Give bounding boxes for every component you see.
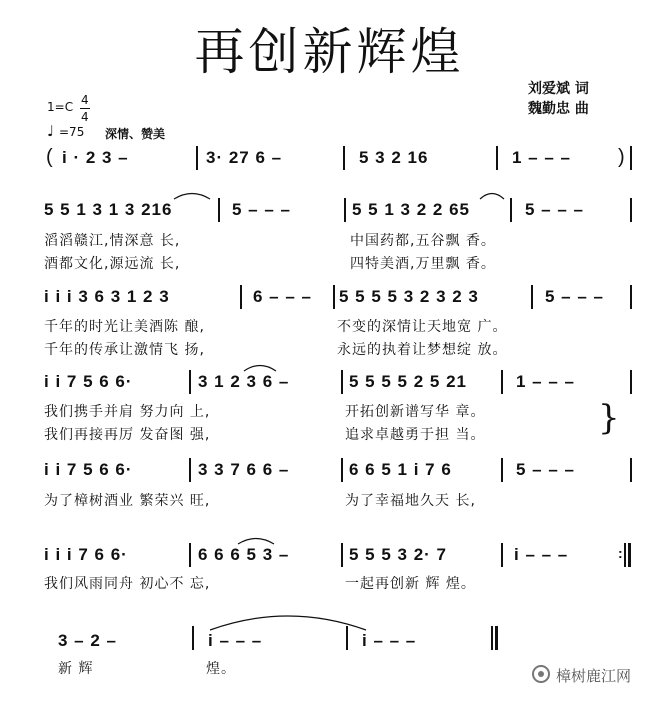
sys3-measure-1: i i 7 5 6 6·	[44, 372, 133, 391]
sys5-measure-2: 6 6 6 5 3 –	[198, 545, 290, 564]
barline	[189, 458, 191, 482]
barline	[501, 543, 503, 567]
composer-credit: 魏勤忠 曲	[528, 101, 589, 117]
song-title: 再创新辉煌	[194, 23, 465, 81]
slur	[242, 362, 278, 372]
barline	[624, 543, 626, 567]
time-signature-divider	[80, 108, 90, 109]
barline	[218, 198, 220, 222]
sys1-lyric-1b: 中国药都,五谷飘 香。	[350, 233, 496, 249]
sys6-measure-2: i – – –	[208, 631, 263, 650]
barline	[344, 198, 346, 222]
barline	[343, 146, 345, 170]
sys6-measure-3: i – – –	[362, 631, 417, 650]
sys2-measure-4: 5 – – –	[545, 287, 604, 306]
barline	[341, 370, 343, 394]
repeat-sign: :	[618, 545, 624, 561]
sys4-measure-2: 3 3 7 6 6 –	[198, 460, 290, 479]
sys6-lyric-1b: 煌。	[206, 661, 236, 677]
time-signature-top: 4	[81, 93, 89, 107]
barline	[341, 543, 343, 567]
sys6-lyric-1a: 新 辉	[58, 661, 94, 677]
barline	[628, 543, 631, 567]
sys1-lyric-1a: 滔滔赣江,情深意 长,	[44, 233, 181, 249]
sys1-measure-1: 5 5 1 3 1 3 216	[44, 200, 173, 219]
barline	[630, 198, 632, 222]
sys5-lyric-1b: 一起再创新 辉 煌。	[345, 576, 476, 592]
sys2-lyric-2a: 千年的传承让激情飞 扬,	[44, 342, 205, 358]
tie	[208, 610, 368, 632]
barline	[333, 285, 335, 309]
barline	[630, 146, 632, 170]
barline	[630, 370, 632, 394]
barline	[501, 370, 503, 394]
intro-open-paren: (	[46, 146, 54, 168]
barline	[510, 198, 512, 222]
intro-measure-3: 5 3 2 16	[359, 148, 429, 167]
sys4-measure-4: 5 – – –	[516, 460, 575, 479]
sys6-measure-1: 3 – 2 –	[58, 631, 117, 650]
barline	[630, 285, 632, 309]
sys1-measure-2: 5 – – –	[232, 200, 291, 219]
sys3-lyric-1b: 开拓创新谱写华 章。	[345, 404, 486, 420]
sys1-measure-3: 5 5 1 3 2 2 65	[352, 200, 470, 219]
slur	[478, 190, 506, 200]
barline	[196, 146, 198, 170]
sys5-measure-3: 5 5 5 3 2· 7	[349, 545, 448, 564]
sys3-lyric-1a: 我们携手并肩 努力向 上,	[44, 404, 211, 420]
sys3-measure-2: 3 1 2 3 6 –	[198, 372, 290, 391]
sys3-lyric-2b: 追求卓越勇于担 当。	[345, 427, 486, 443]
barline	[189, 543, 191, 567]
barline	[495, 626, 498, 650]
sys4-lyric-1a: 为了樟树酒业 繁荣兴 旺,	[44, 493, 211, 509]
sys4-lyric-1b: 为了幸福地久天 长,	[345, 493, 476, 509]
slur	[236, 535, 276, 545]
barline	[630, 458, 632, 482]
sys2-lyric-1b: 不变的深情让天地宽 广。	[337, 319, 508, 335]
sys1-measure-4: 5 – – –	[525, 200, 584, 219]
barline	[531, 285, 533, 309]
tempo-marking: =75	[59, 125, 85, 139]
barline	[491, 626, 493, 650]
sys4-measure-1: i i 7 5 6 6·	[44, 460, 133, 479]
sys1-lyric-2b: 四特美酒,万里飘 香。	[350, 256, 496, 272]
sys2-lyric-2b: 永远的执着让梦想绽 放。	[337, 342, 508, 358]
intro-close-paren: )	[618, 146, 626, 168]
barline	[192, 626, 194, 650]
expression-marking: 深情、赞美	[105, 127, 166, 141]
quarter-note-icon: ♩	[47, 122, 55, 140]
sys2-measure-3: 5 5 5 5 3 2 3 2 3	[339, 287, 479, 306]
lyricist-credit: 刘爱斌 词	[528, 81, 589, 97]
key-signature: 1=C	[47, 100, 74, 114]
sys2-measure-1: i i i 3 6 3 1 2 3	[44, 287, 170, 306]
barline	[496, 146, 498, 170]
barline	[189, 370, 191, 394]
sys1-lyric-2a: 酒都文化,源远流 长,	[44, 256, 181, 272]
barline	[501, 458, 503, 482]
sys2-measure-2: 6 – – –	[253, 287, 312, 306]
barline	[341, 458, 343, 482]
repeat-brace: }	[598, 398, 620, 438]
sys3-lyric-2a: 我们再接再厉 发奋图 强,	[44, 427, 211, 443]
sys5-lyric-1a: 我们风雨同舟 初心不 忘,	[44, 576, 211, 592]
slur	[172, 190, 212, 200]
intro-measure-1: i · 2 3 –	[62, 148, 129, 167]
intro-measure-4: 1 – – –	[512, 148, 571, 167]
watermark-text: 樟树鹿江网	[556, 667, 632, 685]
sys2-lyric-1a: 千年的时光让美酒陈 酿,	[44, 319, 205, 335]
sys4-measure-3: 6 6 5 1 i 7 6	[349, 460, 452, 479]
sys3-measure-4: 1 – – –	[516, 372, 575, 391]
sys5-measure-1: i i i 7 6 6·	[44, 545, 128, 564]
sys5-measure-4: i – – –	[514, 545, 569, 564]
barline	[240, 285, 242, 309]
wechat-channel-icon	[530, 663, 552, 685]
time-signature-bottom: 4	[81, 110, 89, 124]
intro-measure-2: 3· 27 6 –	[206, 148, 283, 167]
sys3-measure-3: 5 5 5 5 2 5 21	[349, 372, 467, 391]
barline	[346, 626, 348, 650]
